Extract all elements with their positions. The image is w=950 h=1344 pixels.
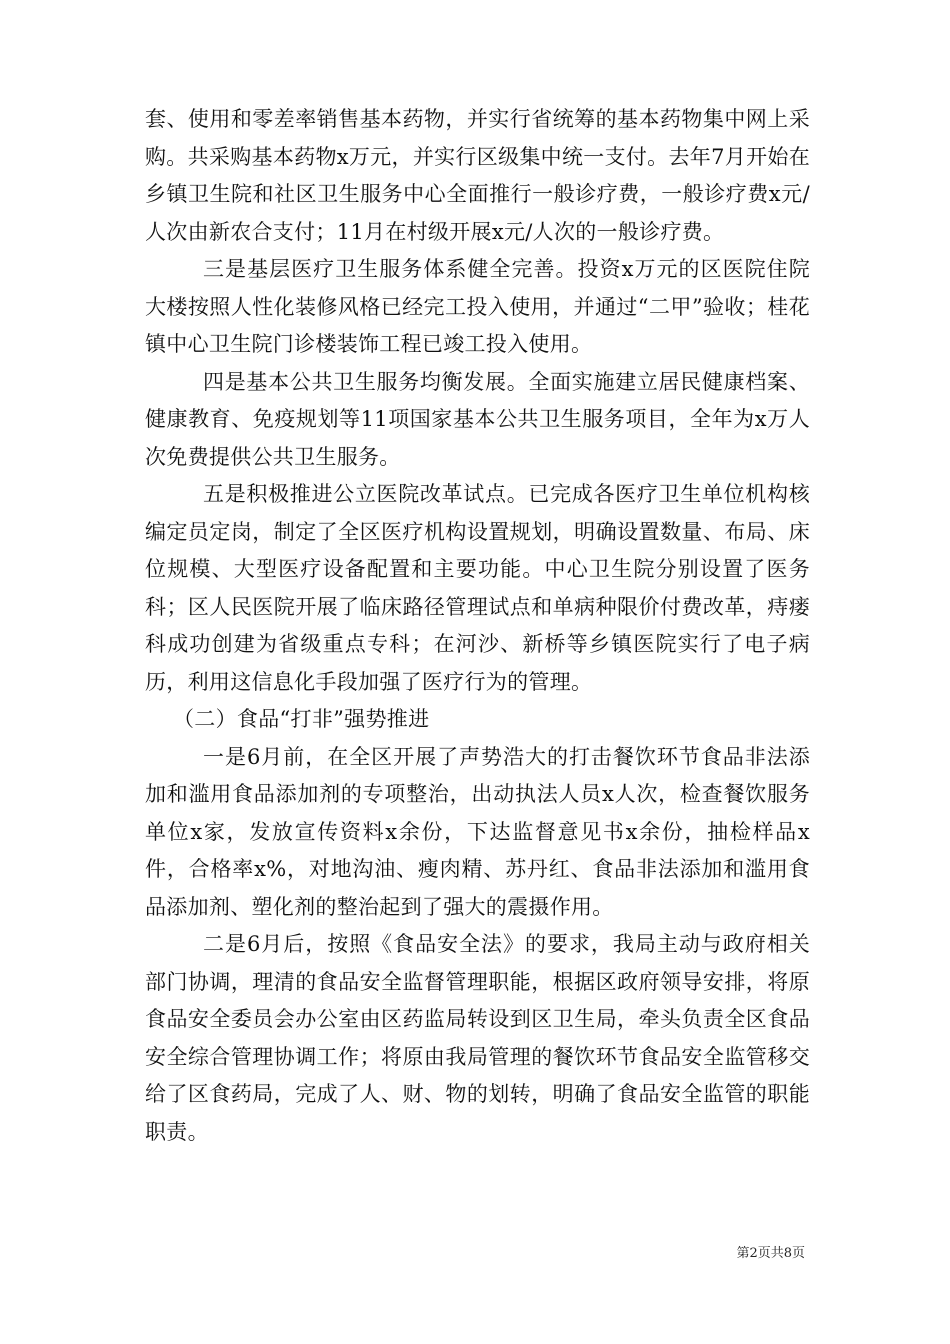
paragraph: 五是积极推进公立医院改革试点。已完成各医疗卫生单位机构核编定员定岗，制定了全区医疗机构设置规划，明确设置数量、布局、床位规模、大型医疗设备配置和主要功能。中心卫生院分别设置了医务科；区人民医院开展了临床路径管理试点和单病种限价付费改革，痔瘘科成功创建为省级重点专科；在河沙、新桥等乡镇医院实行了电子病历，利用这信息化手段加强了医疗行为的管理。 bbox=[145, 482, 810, 694]
section-heading: （二）食品“打非”强势推进 bbox=[173, 707, 430, 731]
paragraph: 一是6月前，在全区开展了声势浩大的打击餐饮环节食品非法添加和滥用食品添加剂的专项整治，出动执法人员x人次，检查餐饮服务单位x家，发放宣传资料x余份，下达监督意见书x余份，抽检样品x件，合格率x%，对地沟油、瘦肉精、苏丹红、食品非法添加和滥用食品添加剂、塑化剂的整治起到了强大的震摄作用。 bbox=[145, 744, 810, 919]
document-body bbox=[145, 101, 810, 1151]
paragraph: 二是6月后，按照《食品安全法》的要求，我局主动与政府相关部门协调，理清的食品安全监督管理职能，根据区政府领导安排，将原食品安全委员会办公室由区药监局转设到区卫生局，牵头负责全区食品安全综合管理协调工作；将原由我局管理的餐饮环节食品安全监管移交给了区食药局，完成了人、财、物的划转，明确了食品安全监管的职能职责。 bbox=[145, 932, 810, 1144]
paragraph: 三是基层医疗卫生服务体系健全完善。投资x万元的区医院住院大楼按照人性化装修风格已经完工投入使用，并通过“二甲”验收；桂花镇中心卫生院门诊楼装饰工程已竣工投入使用。 bbox=[145, 257, 810, 356]
paragraph: 套、使用和零差率销售基本药物，并实行省统筹的基本药物集中网上采购。共采购基本药物x万元，并实行区级集中统一支付。去年7月开始在乡镇卫生院和社区卫生服务中心全面推行一般诊疗费，一般诊疗费x元/人次由新农合支付；11月在村级开展x元/人次的一般诊疗费。 bbox=[145, 107, 810, 244]
paragraph: 四是基本公共卫生服务均衡发展。全面实施建立居民健康档案、健康教育、免疫规划等11项国家基本公共卫生服务项目，全年为x万人次免费提供公共卫生服务。 bbox=[145, 369, 810, 469]
page-number-footer: 第2页共8页 bbox=[736, 1246, 805, 1261]
